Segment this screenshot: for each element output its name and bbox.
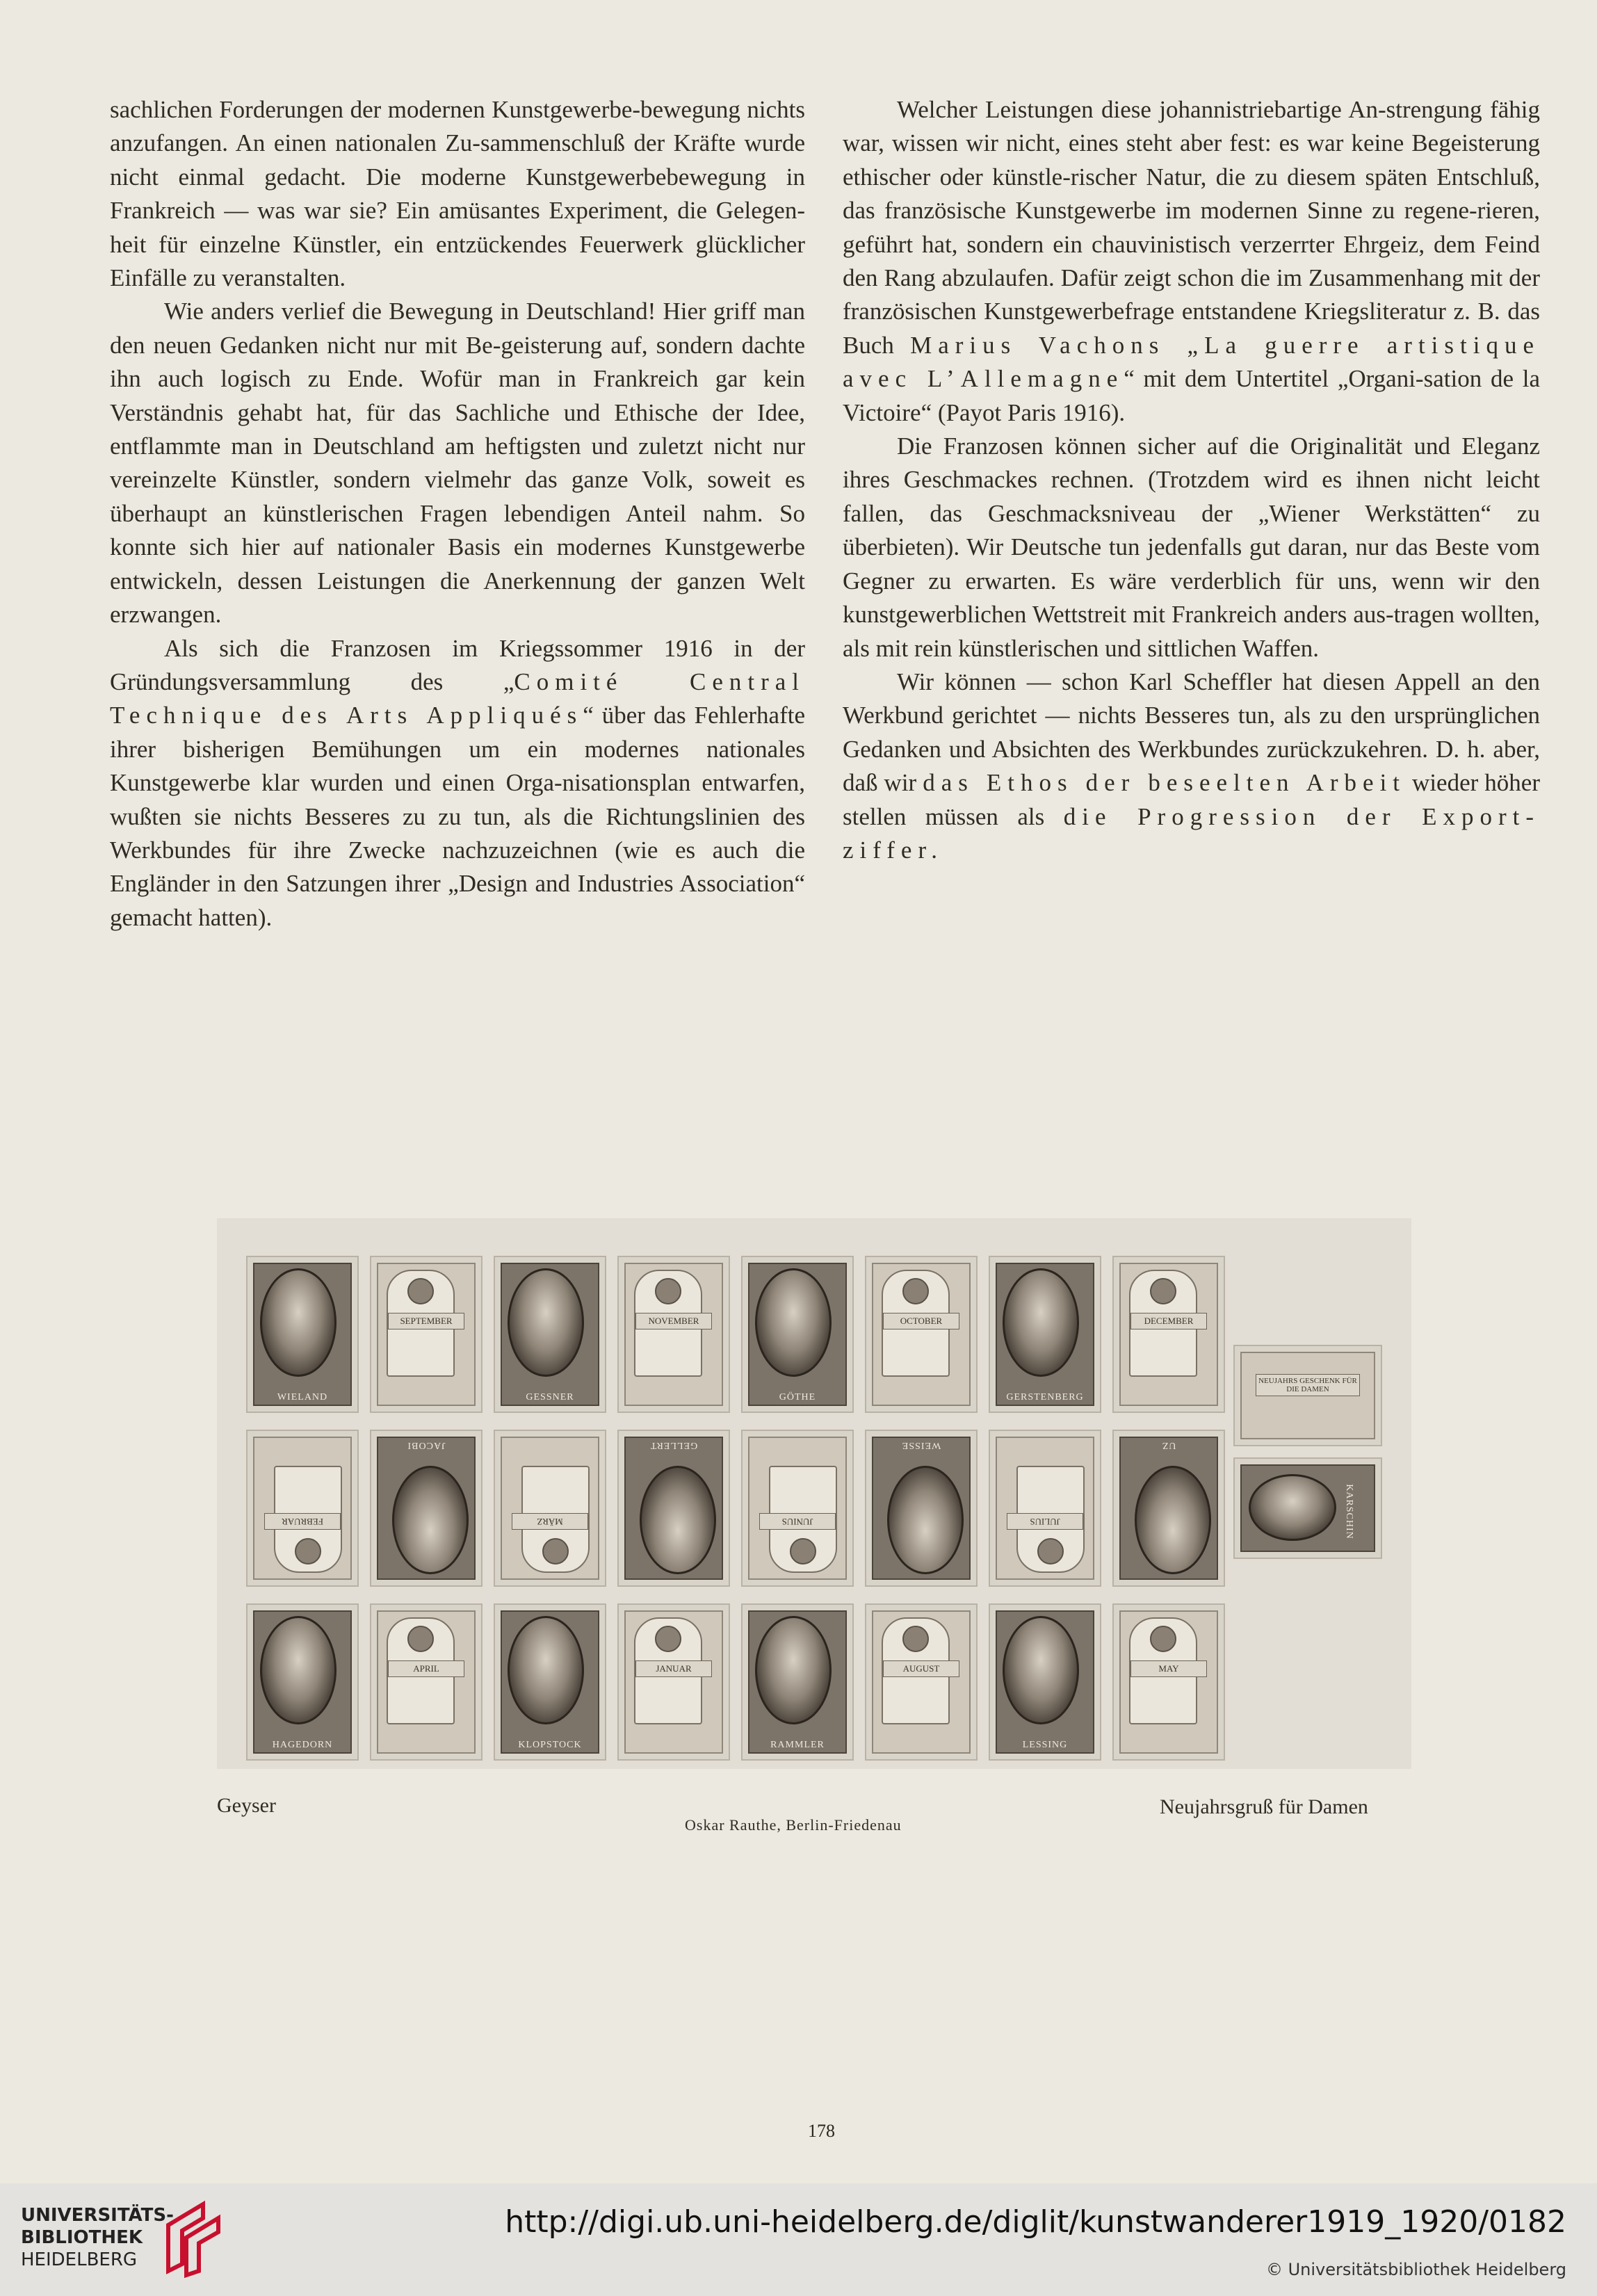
permalink-url[interactable]: http://digi.ub.uni-heidelberg.de/diglit/kunstwanderer1919_1920/0182 — [505, 2204, 1566, 2240]
left-text-column — [110, 93, 805, 935]
portrait-oval — [640, 1466, 716, 1574]
portrait-name-label: LESSING — [1022, 1740, 1068, 1750]
portrait-oval — [755, 1616, 832, 1724]
paragraph: Welcher Leistungen diese johannistriebartige An-strengung fähig war, wissen wir nicht, eines steht aber fest: es war keine Begeisterung ethischer oder künstle-rischer Natur, die zu diesem späten Entschluß, das französische Kunstgewerbe im modernen Sinne zu regene-rieren, geführt hat, sondern ein chauvinistisch verzerrter Ehrgeiz, dem Feind den Rang abzulaufen. Dafür zeigt schon die im Zusammenhang mit der französischen Kunstgewerbefrage entstandene Kriegsliteratur z. B. das Buch Marius Vachons „La guerre artistique avec L’Allemagne“ mit dem Untertitel „Organi-sation de la Victoire“ (Payot Paris 1916). — [843, 96, 1540, 426]
spaced-emphasis: Marius Vachons „La guerre artistique avec L’Allemagne — [843, 331, 1540, 393]
portrait-medallion-tile — [741, 1603, 854, 1761]
portrait-oval — [1003, 1268, 1079, 1377]
library-logo-icon — [161, 2197, 225, 2278]
portrait-medallion-tile — [865, 1430, 978, 1587]
month-stone-tile — [865, 1603, 978, 1761]
portrait-oval — [508, 1268, 584, 1377]
medallion-roundel — [655, 1278, 681, 1304]
portrait-name-label: RAMMLER — [770, 1740, 825, 1750]
portrait-medallion-tile — [370, 1430, 483, 1587]
medallion-roundel — [1150, 1278, 1176, 1304]
portrait-oval — [260, 1616, 337, 1724]
paragraph: sachlichen Forderungen der modernen Kunstgewerbe-bewegung nichts anzufangen. An einen nationalen Zu-sammenschluß der Kräfte wurde nicht einmal gedacht. Die moderne Kunstgewerbebewegung in Frankreich — was war sie? Ein amüsantes Experiment, die Gelegen-heit für einzelne Künstler, ein entzückendes Feuerwerk glücklicher Einfälle zu veranstalten. — [110, 96, 805, 292]
month-stone-tile — [370, 1603, 483, 1761]
month-stone-tile — [617, 1256, 730, 1413]
month-stone-tile — [741, 1430, 854, 1587]
portrait-name-label: KLOPSTOCK — [518, 1740, 582, 1750]
month-label: AUGUST — [883, 1660, 959, 1677]
portrait-medallion-tile — [741, 1256, 854, 1413]
portrait-name-label: GELLERT — [649, 1440, 698, 1450]
portrait-oval — [755, 1268, 832, 1377]
portrait-medallion-tile — [617, 1430, 730, 1587]
portrait-oval — [508, 1616, 584, 1724]
month-label: APRIL — [388, 1660, 464, 1677]
medallion-roundel — [1150, 1626, 1176, 1652]
portrait-name-label: GERSTENBERG — [1006, 1392, 1084, 1402]
caption-right: Neujahrsgruß für Damen — [1160, 1795, 1368, 1818]
month-label: JULIUS — [1007, 1513, 1083, 1530]
right-text-column — [843, 93, 1540, 867]
month-stone-tile — [1112, 1256, 1225, 1413]
month-stone-tile — [865, 1256, 978, 1413]
library-footer — [0, 2183, 1597, 2296]
caption-credit: Oskar Rauthe, Berlin-Friedenau — [685, 1816, 902, 1834]
portrait-name-label: UZ — [1161, 1440, 1176, 1450]
portrait-oval — [260, 1268, 337, 1377]
month-stone-tile — [370, 1256, 483, 1413]
paragraph: Wir können — schon Karl Scheffler hat diesen Appell an den Werkbund gerichtet — nichts Besseres tun, als zu den ursprünglichen Gedanken und Absichten des Werkbundes zurückzukehren. D. h. aber, daß wir das Ethos der beseelten Arbeit wieder höher stellen müssen als die Progression der Export-ziffer. — [843, 668, 1540, 864]
portrait-medallion-tile — [494, 1603, 606, 1761]
month-stone-tile — [246, 1430, 359, 1587]
paragraph: Als sich die Franzosen im Kriegssommer 1916 in der Gründungsversammlung des „Comité Central Technique des Arts Appliqués“ über das Fehlerhafte ihrer bisherigen Bemühungen um ein modernes nationales Kunstgewerbe klar wurden und einen Orga-nisationsplan entwarfen, wußten sie nichts Besseres zu zu tun, als die Richtungslinien des Werkbundes für ihre Zwecke nachzuzeichnen (wie es auch die Engländer in den Satzungen ihrer „Design and Industries Association“ gemacht hatten). — [110, 634, 805, 931]
portrait-name-label: HAGEDORN — [272, 1740, 333, 1750]
portrait-name-label: GÖTHE — [779, 1392, 816, 1402]
month-stone-tile — [989, 1430, 1101, 1587]
portrait-oval — [887, 1466, 964, 1574]
month-label: JANUAR — [635, 1660, 712, 1677]
portrait-medallion-tile — [1112, 1430, 1225, 1587]
month-label: FEBRUAR — [264, 1513, 341, 1530]
month-stone-tile — [617, 1603, 730, 1761]
month-label: MAY — [1130, 1660, 1207, 1677]
page-number: 178 — [808, 2121, 835, 2141]
month-label: NOVEMBER — [635, 1313, 712, 1329]
spaced-emphasis: die Progression der Export-ziffer. — [843, 802, 1540, 864]
month-stone-tile — [494, 1430, 606, 1587]
portrait-name-label: JACOBI — [407, 1440, 446, 1450]
portrait-medallion-tile — [246, 1256, 359, 1413]
medallion-roundel — [542, 1538, 569, 1565]
library-logo-text: UNIVERSITÄTS- BIBLIOTHEK HEIDELBERG — [21, 2205, 174, 2270]
paragraph: Die Franzosen können sicher auf die Originalität und Eleganz ihres Geschmackes rechnen. (Trotzdem wird es ihnen nicht leicht fallen, das Geschmacksniveau der „Wiener Werkstätten“ zu überbieten). Wir Deutsche tun jedenfalls gut daran, nur das Beste vom Gegner zu erwarten. Es wäre verderblich für uns, wenn wir den kunstgewerblichen Wettstreit mit Frankreich anders aus-tragen wollten, als mit rein künstlerischen und sittlichen Waffen. — [843, 432, 1540, 662]
spaced-emphasis: das Ethos der beseelten Arbeit — [923, 769, 1407, 797]
month-label: SEPTEMBER — [388, 1313, 464, 1329]
medallion-roundel — [790, 1538, 816, 1565]
side-panel-portrait: KARSCHIN — [1233, 1457, 1382, 1559]
portrait-medallion-tile — [494, 1256, 606, 1413]
portrait-medallion-tile — [246, 1603, 359, 1761]
medallion-roundel — [407, 1278, 434, 1304]
medallion-roundel — [902, 1626, 929, 1652]
month-label: JUNIUS — [759, 1513, 836, 1530]
spaced-emphasis: Comité Central Technique des Arts Appliqués — [110, 668, 805, 729]
caption-left: Geyser — [217, 1794, 276, 1817]
portrait-medallion-tile — [989, 1603, 1101, 1761]
month-label: OCTOBER — [883, 1313, 959, 1329]
medallion-roundel — [295, 1538, 321, 1565]
month-label: MÄRZ — [512, 1513, 588, 1530]
medallion-roundel — [902, 1278, 929, 1304]
portrait-name-label: WEISSE — [901, 1440, 941, 1450]
portrait-oval — [1135, 1466, 1211, 1574]
portrait-oval — [1003, 1616, 1079, 1724]
side-panel-title: NEUJAHRS GESCHENK FÜR DIE DAMEN — [1233, 1345, 1382, 1446]
paragraph: Wie anders verlief die Bewegung in Deutschland! Hier griff man den neuen Gedanken nicht nur mit Be-geisterung auf, sondern dachte ihn auch logisch zu Ende. Wofür man in Frankreich gar kein Verständnis gehabt hat, für das Sachliche und Ethische der Idee, entflammte man in Deutschland am heftigsten und zuletzt nicht nur vereinzelte Künstler, sondern vielmehr das ganze Volk, soweit es überhaupt an künstlerischen Fragen lebendigen Anteil nahm. So konnte sich hier auf nationaler Basis ein modernes Kunstgewerbe entwickeln, dessen Leistungen die Anerkennung der ganzen Welt erzwangen. — [110, 298, 805, 629]
calendar-plate-illustration — [217, 1218, 1411, 1769]
portrait-name-label: WIELAND — [277, 1392, 328, 1402]
medallion-roundel — [1037, 1538, 1064, 1565]
copyright-notice: © Universitätsbibliothek Heidelberg — [1265, 2260, 1566, 2279]
portrait-oval — [392, 1466, 469, 1574]
month-label: DECEMBER — [1130, 1313, 1207, 1329]
medallion-roundel — [407, 1626, 434, 1652]
portrait-medallion-tile — [989, 1256, 1101, 1413]
month-stone-tile — [1112, 1603, 1225, 1761]
portrait-name-label: GESSNER — [526, 1392, 574, 1402]
medallion-roundel — [655, 1626, 681, 1652]
